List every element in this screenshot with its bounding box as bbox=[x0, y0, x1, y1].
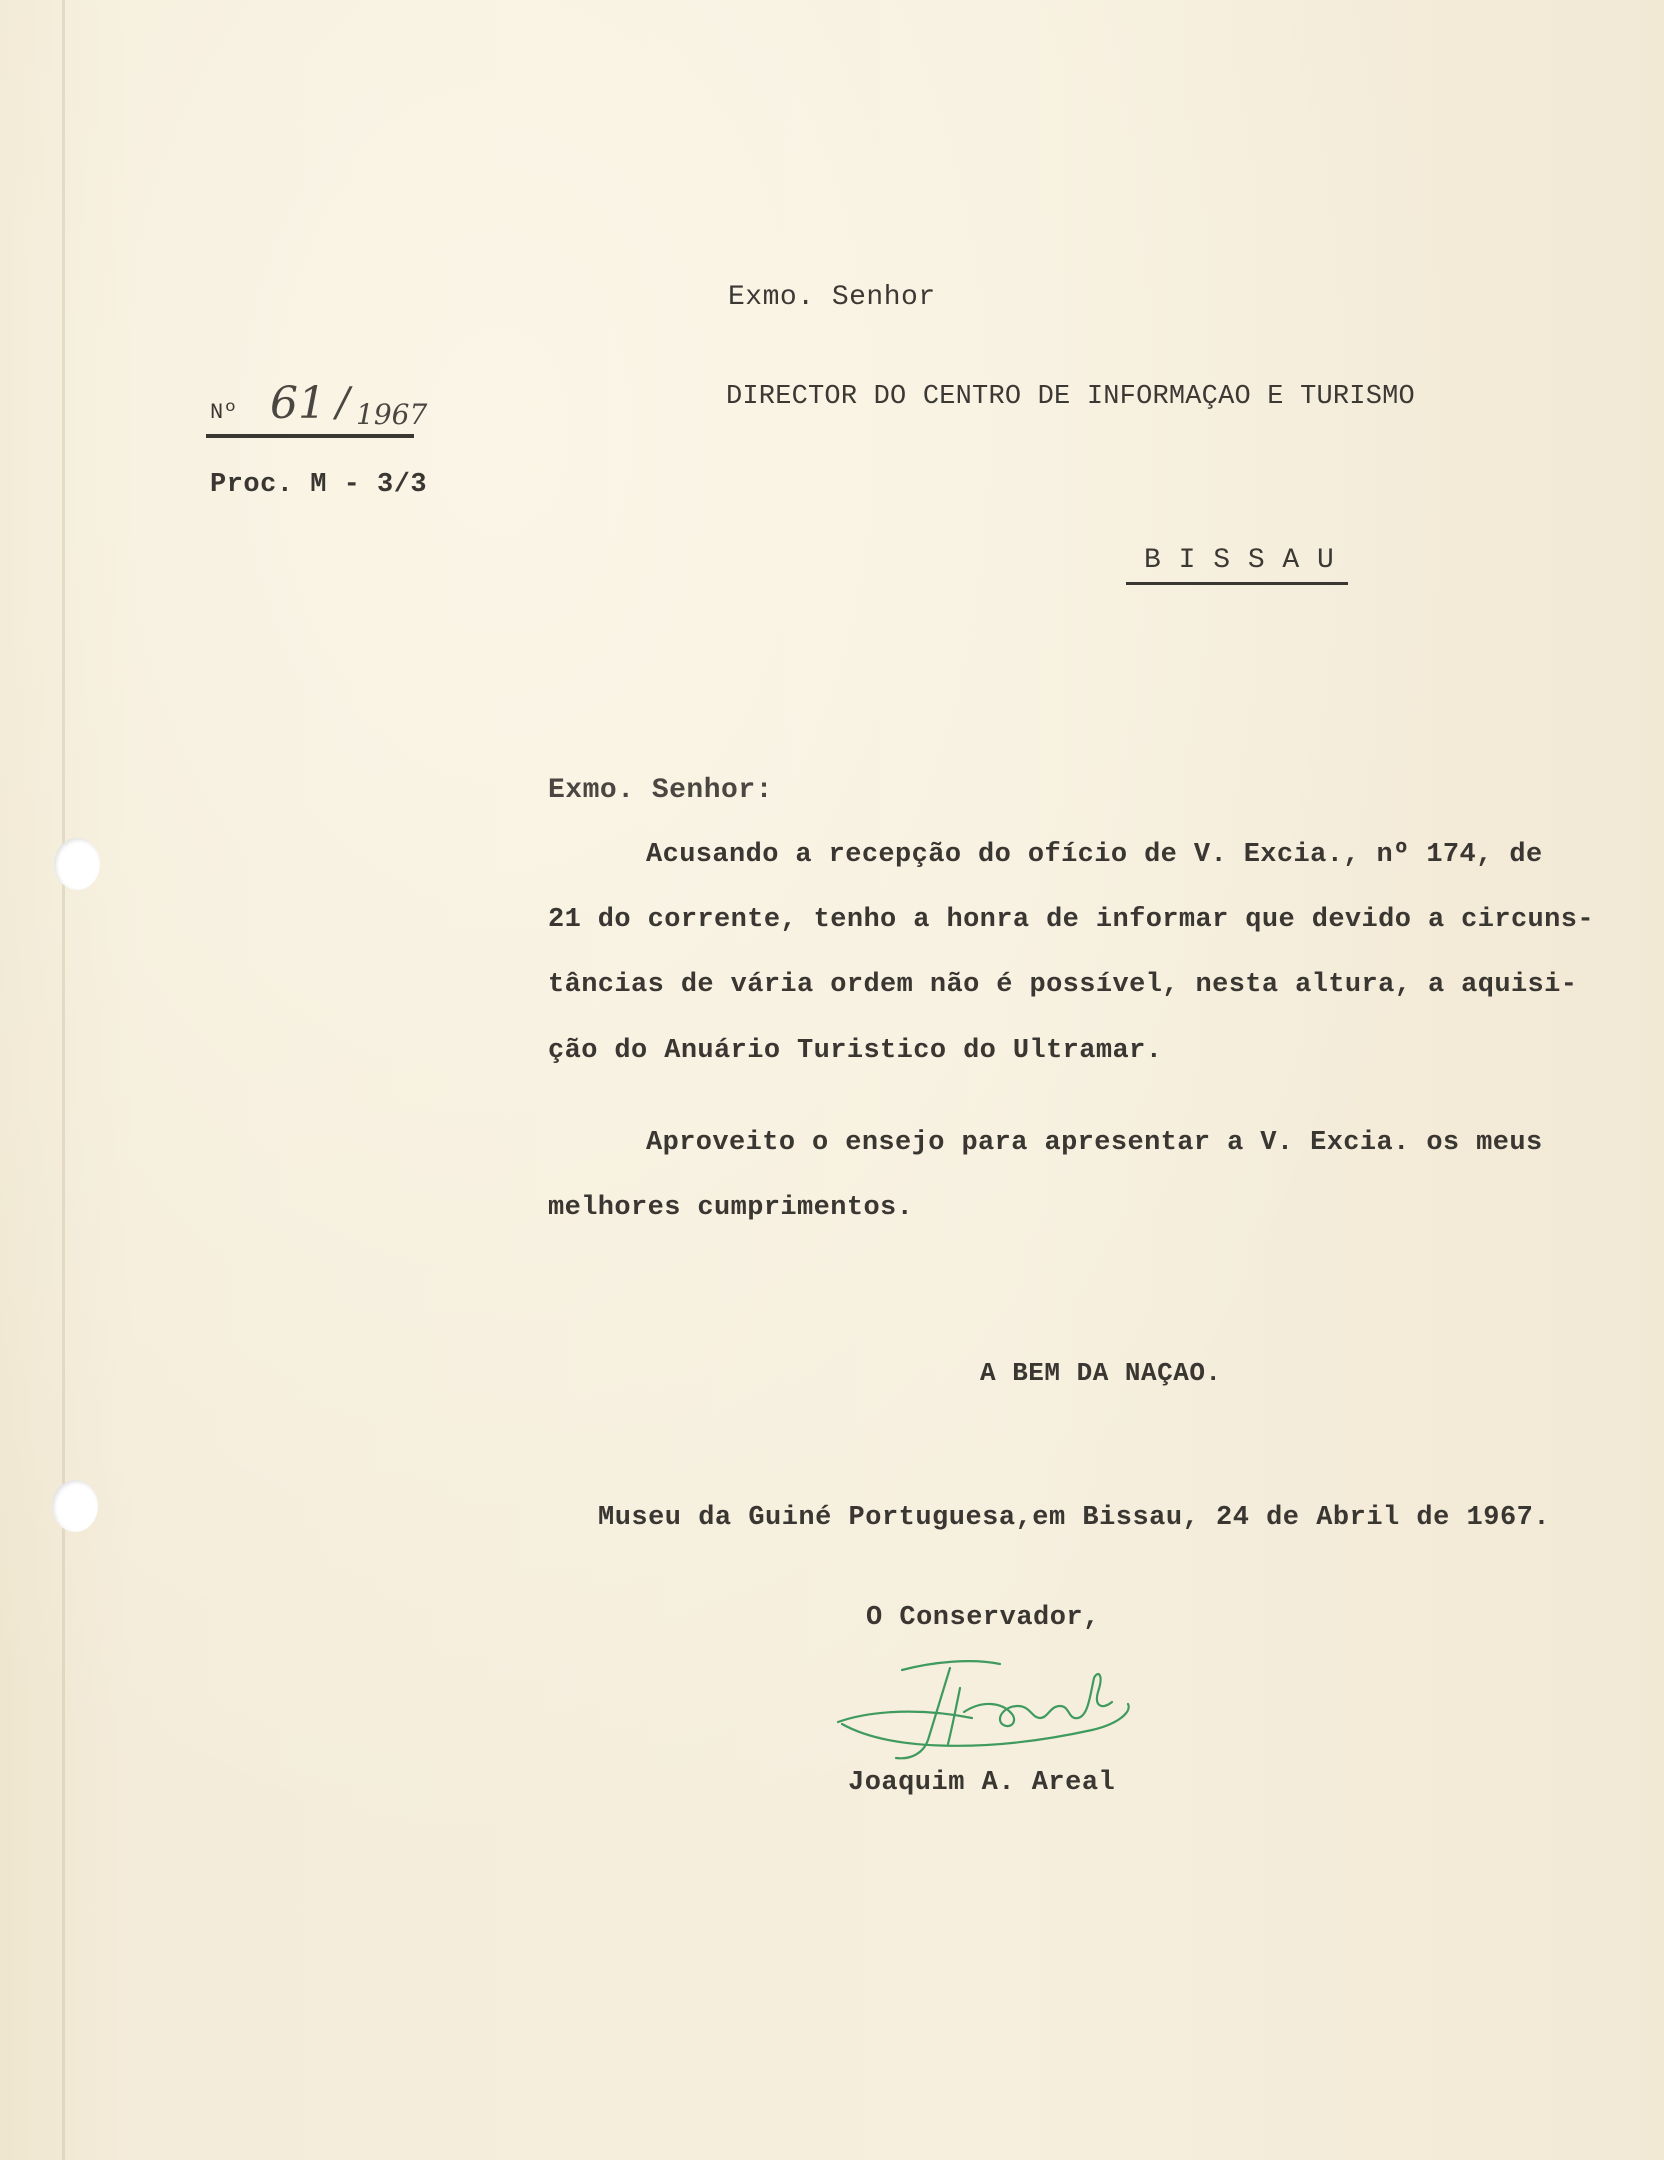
reference-slash: / bbox=[336, 380, 350, 426]
letter-greeting: Exmo. Senhor: bbox=[548, 775, 773, 806]
handwritten-signature bbox=[832, 1648, 1142, 1768]
salutation-top: Exmo. Senhor bbox=[728, 282, 936, 313]
city-name: B I S S A U bbox=[1144, 545, 1335, 576]
paragraph1-line3: tâncias de vária ordem não é possível, nesta altura, a aquisi- bbox=[548, 970, 1578, 1000]
paragraph2-line1: Aproveito o ensejo para apresentar a V. Excia. os meus bbox=[646, 1128, 1543, 1158]
place-and-date: Museu da Guiné Portuguesa,em Bissau, 24 de Abril de 1967. bbox=[598, 1503, 1551, 1533]
reference-number-prefix: Nº bbox=[210, 400, 238, 425]
city-underline bbox=[1126, 582, 1348, 585]
reference-underline bbox=[206, 434, 414, 438]
reference-number-handwritten: 61 bbox=[270, 378, 326, 429]
punch-hole-top bbox=[54, 838, 100, 890]
paragraph1-line4: ção do Anuário Turistico do Ultramar. bbox=[548, 1036, 1163, 1066]
punch-hole-bottom bbox=[52, 1480, 98, 1532]
paragraph1-line1: Acusando a recepção do ofício de V. Excia., nº 174, de bbox=[646, 840, 1543, 870]
process-number: Proc. M - 3/3 bbox=[210, 470, 428, 500]
signatory-name: Joaquim A. Areal bbox=[848, 1768, 1116, 1798]
closing-motto: A BEM DA NAÇAO. bbox=[980, 1358, 1222, 1388]
page-edge-shadow bbox=[62, 0, 65, 2160]
paragraph2-line2: melhores cumprimentos. bbox=[548, 1193, 914, 1223]
reference-year: 1967 bbox=[356, 398, 428, 431]
signatory-role: O Conservador, bbox=[866, 1603, 1100, 1633]
recipient-title: DIRECTOR DO CENTRO DE INFORMAÇAO E TURISMO bbox=[726, 382, 1415, 412]
paragraph1-line2: 21 do corrente, tenho a honra de informar que devido a circuns- bbox=[548, 905, 1594, 935]
